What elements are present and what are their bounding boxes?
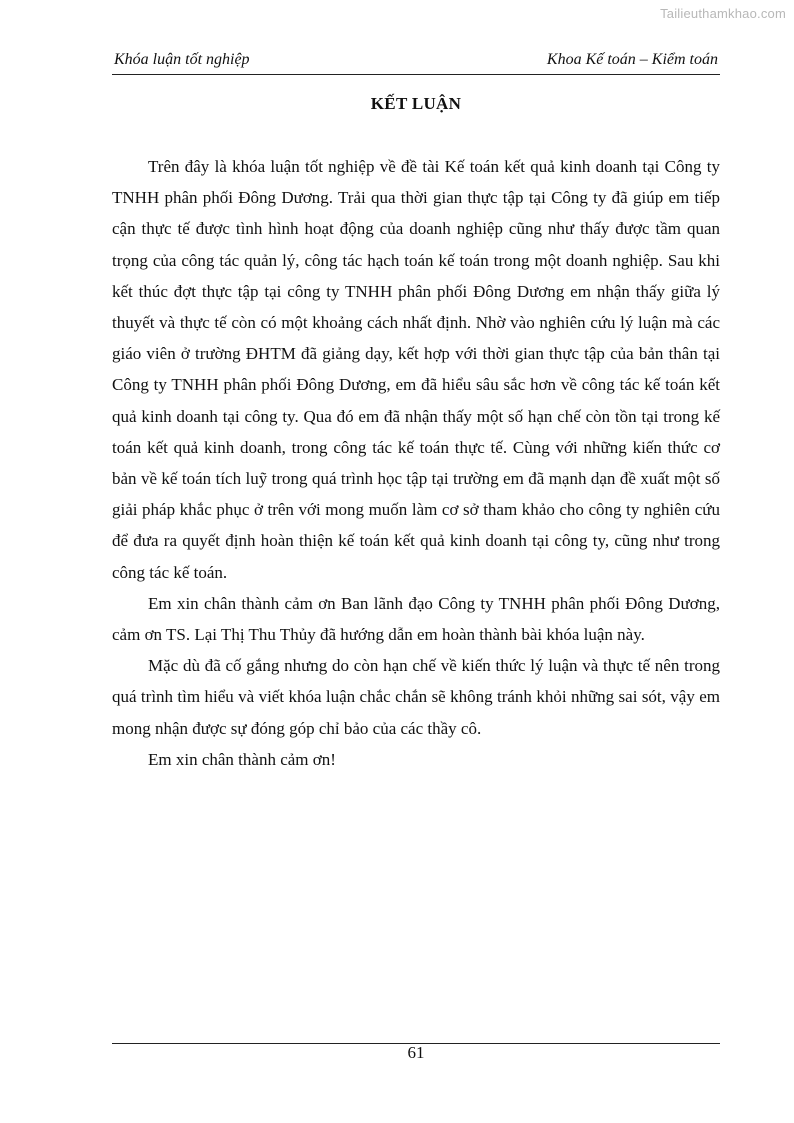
header-faculty-label: Khoa Kế toán – Kiểm toán [546,51,718,68]
paragraph-closing: Em xin chân thành cảm ơn! [148,749,336,769]
watermark-text: Tailieuthamkhao.com [660,6,786,21]
paragraph-summary: Trên đây là khóa luận tốt nghiệp về đề tài Kế toán kết quả kinh doanh tại Công ty TNHH phân phối Đông Dương. Trải qua thời gian thực tập tại Công ty đã giúp em tiếp cận thực tế được tình hình hoạt động của doanh nghiệp cũng như thấy được tầm quan trọng của công tác quản lý, công tác hạch toán kế toán trong một doanh nghiệp. Sau khi kết thúc đợt thực tập tại công ty TNHH phân phối Đông Dương em nhận thấy giữa lý thuyết và thực tế còn có một khoảng cách nhất định. Nhờ vào nghiên cứu lý luận mà các giáo viên ở trường ĐHTM đã giảng dạy, kết hợp với thời gian thực tập của bản thân tại Công ty TNHH phân phối Đông Dương, em đã hiểu sâu sắc hơn về công tác kế toán kết quả kinh doanh tại công ty. Qua đó em đã nhận thấy một số hạn chế còn tồn tại trong kế toán kết quả kinh doanh, trong công tác kế toán thực tế. Cùng với những kiến thức cơ bản về kế toán tích luỹ trong quá trình học tập tại trường em đã mạnh dạn đề xuất một số giải pháp khắc phục ở trên với mong muốn làm cơ sở tham khảo cho công ty nghiên cứu để đưa ra quyết định hoàn thiện kế toán kết quả kinh doanh tại công ty, cũng như trong công tác kế toán. [112,157,720,582]
page-header [112,48,720,75]
paragraph-limitations: Mặc dù đã cố gắng nhưng do còn hạn chế về kiến thức lý luận và thực tế nên trong quá trình tìm hiểu và viết khóa luận chắc chắn sẽ không tránh khỏi những sai sót, vậy em mong nhận được sự đóng góp chỉ bảo của các thầy cô. [112,656,720,738]
header-thesis-label: Khóa luận tốt nghiệp [114,51,250,68]
paragraph-thanks: Em xin chân thành cảm ơn Ban lãnh đạo Công ty TNHH phân phối Đông Dương, cảm ơn TS. Lại Thị Thu Thủy đã hướng dẫn em hoàn thành bài khóa luận này. [112,593,720,645]
page-title: KẾT LUẬN [370,94,462,113]
page-number: 61 [407,1043,425,1062]
body-content [112,151,720,775]
